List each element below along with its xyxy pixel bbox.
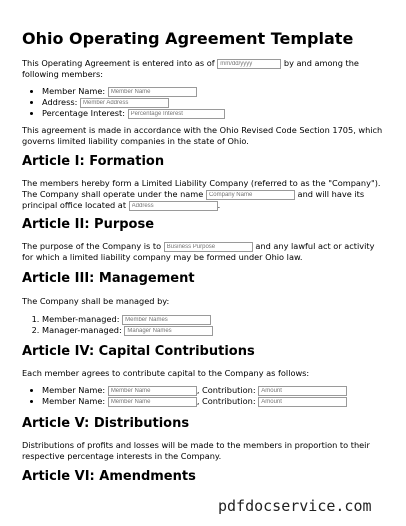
watermark-footer: pdfdocservice.com — [218, 497, 372, 515]
capital-contributions-list — [22, 385, 347, 407]
list-item — [42, 314, 213, 325]
percentage-interest-label: Percentage Interest: — [42, 108, 125, 118]
member-managed-label: Member-managed: — [42, 314, 120, 324]
article-6-heading: Article VI: Amendments — [22, 469, 196, 484]
formation-text-before: The members hereby form a Limited Liability Company (referred to as the "Company"). The Company shall operate under the name — [22, 178, 381, 199]
intro-paragraph — [22, 58, 386, 80]
contribution-label: , Contribution: — [196, 385, 256, 395]
principal-address-input[interactable] — [129, 201, 218, 211]
formation-paragraph — [22, 178, 386, 211]
business-purpose-input[interactable] — [164, 242, 253, 252]
list-item — [42, 385, 347, 396]
address-label: Address: — [42, 97, 78, 107]
management-options-list — [22, 314, 213, 336]
contribution-amount-input[interactable] — [258, 386, 347, 396]
article-1-heading: Article I: Formation — [22, 154, 165, 169]
member-details-list — [22, 86, 225, 119]
manager-names-input[interactable] — [124, 326, 213, 336]
member-address-input[interactable] — [80, 98, 169, 108]
page-title: Ohio Operating Agreement Template — [22, 29, 354, 48]
member-name-label: Member Name: — [42, 385, 106, 395]
agreement-date-input[interactable] — [217, 59, 281, 69]
member-names-input[interactable] — [122, 315, 211, 325]
management-intro: The Company shall be managed by: — [22, 296, 170, 306]
formation-text-end: . — [217, 200, 221, 210]
list-item — [42, 86, 225, 97]
formation-text-middle: and will have its principal office located at — [22, 189, 365, 210]
member-name-label: Member Name: — [42, 86, 106, 96]
list-item — [42, 396, 347, 407]
purpose-text-before: The purpose of the Company is to — [22, 241, 162, 251]
purpose-paragraph — [22, 241, 386, 263]
article-2-heading: Article II: Purpose — [22, 217, 155, 232]
list-item — [42, 97, 225, 108]
contributor-name-input[interactable] — [108, 397, 197, 407]
intro-text-before: This Operating Agreement is entered into as of — [22, 58, 215, 68]
contribution-amount-input[interactable] — [258, 397, 347, 407]
article-4-heading: Article IV: Capital Contributions — [22, 344, 255, 359]
article-3-heading: Article III: Management — [22, 271, 195, 286]
intro-text-after: by and among the following members: — [22, 58, 359, 79]
list-item — [42, 108, 225, 119]
contributor-name-input[interactable] — [108, 386, 197, 396]
capital-intro: Each member agrees to contribute capital to the Company as follows: — [22, 368, 310, 378]
member-name-input[interactable] — [108, 87, 197, 97]
member-name-label: Member Name: — [42, 396, 106, 406]
accordance-paragraph: This agreement is made in accordance with the Ohio Revised Code Section 1705, which governs limited liability companies in the state of Ohio. — [22, 125, 383, 146]
distributions-paragraph: Distributions of profits and losses will be made to the members in proportion to their respective percentage interests in the Company. — [22, 440, 370, 461]
list-item — [42, 325, 213, 336]
purpose-text-after: and any lawful act or activity for which a limited liability company may be formed under Ohio law. — [22, 241, 375, 262]
contribution-label: , Contribution: — [196, 396, 256, 406]
manager-managed-label: Manager-managed: — [42, 325, 122, 335]
article-5-heading: Article V: Distributions — [22, 416, 190, 431]
company-name-input[interactable] — [206, 190, 295, 200]
percentage-interest-input[interactable] — [128, 109, 225, 119]
